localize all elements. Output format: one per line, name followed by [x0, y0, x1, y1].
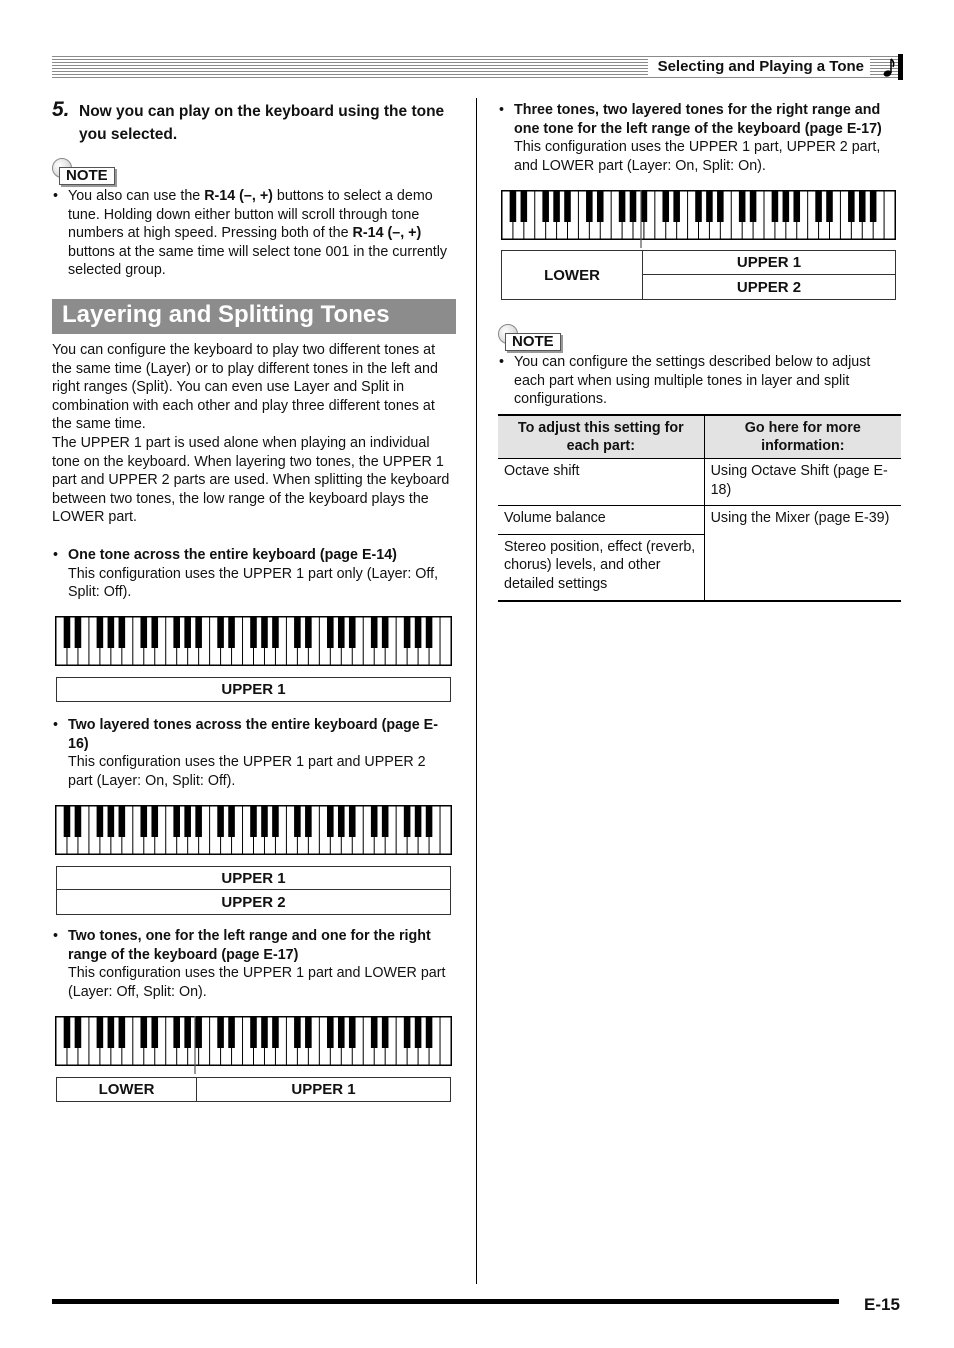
- part-label-upper1: UPPER 1: [196, 1077, 451, 1102]
- config-desc: This configuration uses the UPPER 1 part, UPPER 2 part, and LOWER part (Layer: On, Split: On).: [514, 139, 881, 174]
- config-desc: This configuration uses the UPPER 1 part only (Layer: Off, Split: Off).: [68, 565, 439, 601]
- table-cell: Using Octave Shift (page E-18): [704, 459, 901, 506]
- table-header: Go here for more information:: [704, 415, 901, 459]
- table-cell: Volume balance: [498, 506, 704, 535]
- button-ref: R-14 (–, +): [204, 188, 273, 204]
- config-title: One tone across the entire keyboard (page E-14): [68, 547, 397, 563]
- config-desc: This configuration uses the UPPER 1 part and LOWER part (Layer: Off, Split: On).: [68, 965, 446, 1000]
- header-bar: [898, 54, 903, 80]
- table-cell: Octave shift: [498, 459, 704, 506]
- part-label-upper2: UPPER 2: [56, 890, 451, 915]
- button-ref: R-14 (–, +): [352, 225, 422, 242]
- footer-bar: [52, 1299, 839, 1304]
- keyboard-illustration-split: [501, 190, 896, 248]
- table-header-row: [498, 415, 901, 459]
- part-label-lower: LOWER: [501, 250, 643, 300]
- part-label-upper1: UPPER 1: [56, 677, 451, 702]
- config-title: Two tones, one for the left range and one for the right range of the keyboard (page E-17): [68, 928, 431, 963]
- table-cell: Using the Mixer (page E-39): [704, 506, 901, 601]
- note-label: NOTE: [505, 333, 561, 351]
- table-row: [498, 506, 901, 535]
- running-header-title: Selecting and Playing a Tone: [648, 57, 870, 77]
- table-header: To adjust this setting for each part:: [498, 415, 704, 459]
- config-desc: This configuration uses the UPPER 1 part and UPPER 2 part (Layer: On, Split: Off).: [68, 754, 426, 789]
- part-label-upper2: UPPER 2: [642, 275, 896, 300]
- section-title: Layering and Splitting Tones: [62, 301, 390, 328]
- note-badge: [52, 158, 132, 184]
- part-label-lower: LOWER: [56, 1077, 197, 1102]
- part-label-upper1: UPPER 1: [56, 866, 451, 890]
- config-title: Three tones, two layered tones for the right range and one tone for the left range of the keyboard (page E-17): [514, 102, 882, 137]
- table-row: [498, 459, 901, 506]
- table-cell: Stereo position, effect (reverb, chorus) levels, and other detailed settings: [498, 534, 704, 600]
- column-divider: [476, 98, 477, 1284]
- note-badge: [498, 324, 578, 350]
- config-title: Two layered tones across the entire keyboard (page E-16): [68, 717, 438, 752]
- part-label-upper1: UPPER 1: [642, 250, 896, 275]
- music-note-icon: [879, 56, 895, 78]
- page-number: E-15: [864, 1295, 900, 1314]
- step-text: Now you can play on the keyboard using the tone you selected.: [79, 103, 445, 143]
- keyboard-illustration: [55, 616, 452, 666]
- keyboard-illustration-split: [55, 1016, 452, 1074]
- section-heading: [52, 299, 456, 334]
- intro-text: You can configure the keyboard to play two different tones at the same time (Layer) or to play different tones in the left and right ranges (Split). You can even use Layer and Split in combination with each other and play three different tones at the same time. The UPPER 1 part is used alone when playing an individual tone on the keyboard. When layering two tones, the UPPER 1 part and UPPER 2 parts are used. When splitting the keyboard between two tones, the low range of the keyboard plays the LOWER part.: [52, 342, 450, 526]
- step-number: 5.: [52, 98, 70, 121]
- keyboard-illustration: [55, 805, 452, 855]
- note-label: NOTE: [59, 167, 115, 185]
- settings-table: [498, 414, 901, 602]
